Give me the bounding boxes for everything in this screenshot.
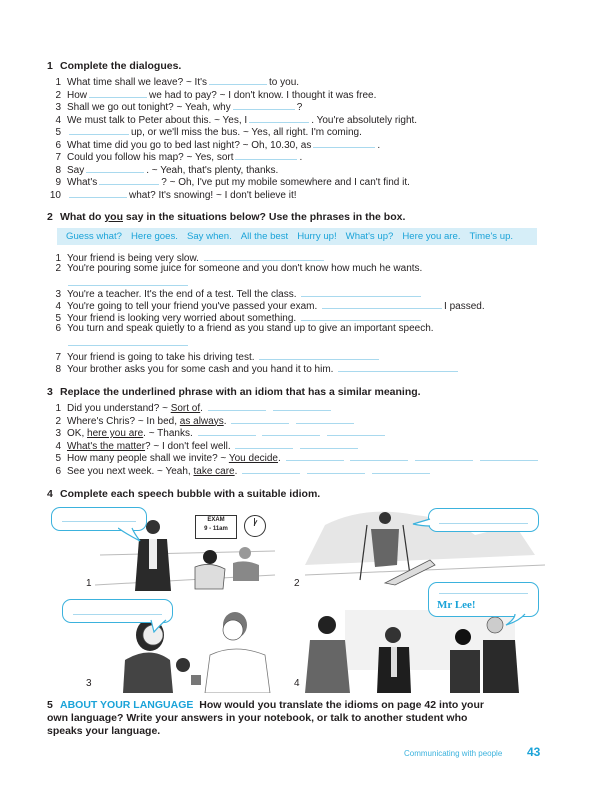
- item-text-after: what? It's snowing! ~ I don't believe it!: [129, 189, 297, 201]
- item-text-after: . ~ Yeah, that's plenty, thanks.: [146, 164, 279, 176]
- answer-blank[interactable]: [242, 464, 300, 474]
- page-number: 43: [527, 745, 541, 759]
- answer-blank[interactable]: [68, 345, 188, 346]
- item-number: 5: [55, 453, 61, 464]
- item-text-before: Where's Chris? ~ In bed,: [67, 415, 180, 427]
- item-number: 1: [55, 403, 61, 414]
- item-number: 1: [55, 77, 61, 88]
- item-text: You're a teacher. It's the end of a test. Tell the class.: [67, 289, 297, 300]
- answer-blank[interactable]: [301, 287, 421, 297]
- item-text-before: How: [67, 89, 88, 101]
- item-text-after: .: [200, 403, 203, 414]
- replace-item: [47, 464, 432, 478]
- speech-bubble-4-tail: [505, 613, 527, 627]
- item-number: 3: [55, 428, 61, 439]
- phrase-option: Here goes.: [131, 231, 178, 242]
- item-text: Your friend is going to take his driving test.: [67, 352, 255, 363]
- item-number: 10: [49, 189, 61, 201]
- answer-blank[interactable]: [209, 75, 267, 85]
- phrase-option: Guess what?: [66, 231, 122, 242]
- answer-blank[interactable]: [235, 150, 297, 160]
- item-text-before: OK,: [67, 428, 88, 439]
- item-text-before: Could you follow his map? ~ Yes, sort: [67, 152, 234, 163]
- picture-business-toast: [305, 605, 525, 693]
- item-number: 4: [55, 301, 61, 312]
- item-text: You're pouring some juice for someone and you don't know how much he wants.: [67, 263, 423, 274]
- answer-blank[interactable]: [262, 426, 320, 436]
- item-text-after: .: [377, 139, 381, 151]
- item-text: Your brother asks you for some cash and you hand it to him.: [67, 364, 334, 375]
- answer-blank[interactable]: [99, 175, 159, 185]
- item-number: 2: [55, 89, 61, 101]
- item-text-after: .: [234, 465, 238, 477]
- dialogue-item: [47, 188, 297, 202]
- answer-blank[interactable]: [249, 113, 309, 123]
- answer-blank[interactable]: [313, 138, 375, 148]
- exam-sign: EXAM 9 - 11am: [195, 515, 237, 539]
- underlined-phrase: You decide: [228, 453, 278, 464]
- situation-item: [47, 362, 460, 376]
- underlined-phrase: Sort of: [170, 403, 201, 414]
- situation-item: [47, 263, 422, 275]
- item-number: 7: [55, 352, 61, 363]
- item-text: You're going to tell your friend you've passed your exam.: [67, 301, 318, 312]
- answer-blank[interactable]: [301, 311, 421, 321]
- section-title: Communicating with people: [404, 749, 503, 758]
- item-text-after: I passed.: [444, 301, 485, 312]
- answer-blank[interactable]: [286, 451, 344, 461]
- underlined-phrase: What's the matter: [67, 440, 146, 452]
- item-text-after: to you.: [269, 77, 300, 88]
- item-number: 6: [55, 323, 61, 334]
- item-number: 6: [55, 139, 61, 151]
- picture-1-label: 1: [86, 578, 92, 589]
- item-text-after: up, or we'll miss the bus. ~ Yes, all right. I'm coming.: [131, 127, 362, 138]
- answer-blank[interactable]: [208, 401, 266, 411]
- answer-blank[interactable]: [231, 414, 289, 424]
- phrase-option: Here you are.: [402, 231, 461, 242]
- picture-3-label: 3: [86, 678, 92, 689]
- item-text-before: See you next week. ~ Yeah,: [67, 465, 194, 477]
- item-number: 3: [55, 102, 61, 113]
- phrase-option: Say when.: [186, 231, 232, 242]
- exercise-2-heading: 2 What do you say in the situations below? Use the phrases in the box.: [47, 211, 406, 223]
- phrase-option: What's up?: [345, 231, 394, 242]
- answer-blank[interactable]: [273, 401, 331, 411]
- item-text-after: ? ~ I don't feel well.: [145, 440, 231, 452]
- item-text: You turn and speak quietly to a friend as you stand up to give an important speech.: [67, 323, 434, 334]
- item-number: 4: [55, 440, 61, 452]
- item-text-before: How many people shall we invite? ~: [67, 453, 229, 464]
- item-number: 8: [55, 364, 61, 375]
- item-number: 5: [55, 127, 61, 138]
- speech-bubble-1-tail: [118, 527, 143, 543]
- item-number: 8: [55, 164, 61, 176]
- situation-item: [47, 323, 434, 335]
- answer-blank[interactable]: [198, 426, 256, 436]
- answer-blank[interactable]: [415, 451, 473, 461]
- picture-2-label: 2: [294, 578, 300, 589]
- item-number: 4: [55, 114, 61, 126]
- item-text-before: What time shall we leave? ~ It's: [67, 77, 208, 88]
- speech-bubble-3-tail: [150, 619, 168, 633]
- item-text-before: Say: [67, 164, 85, 176]
- answer-blank[interactable]: [480, 451, 538, 461]
- speech-bubble-4-text: Mr Lee!: [437, 599, 476, 611]
- answer-blank[interactable]: [296, 414, 354, 424]
- item-number: 6: [55, 465, 61, 477]
- item-number: 3: [55, 289, 61, 300]
- answer-blank[interactable]: [235, 439, 293, 449]
- speech-bubble-2-tail: [412, 518, 432, 528]
- answer-blank[interactable]: [204, 251, 324, 261]
- item-text-after: . ~ Thanks.: [143, 428, 193, 439]
- item-text-before: Did you understand? ~: [67, 403, 171, 414]
- phrase-option: Hurry up!: [297, 231, 337, 242]
- answer-blank[interactable]: [69, 188, 127, 198]
- answer-blank[interactable]: [89, 88, 147, 98]
- item-text-after: ?: [296, 102, 303, 113]
- item-text: Your friend is looking very worried about something.: [67, 313, 297, 324]
- exercise-3-heading: 3 Replace the underlined phrase with an idiom that has a similar meaning.: [47, 386, 421, 398]
- answer-blank[interactable]: [372, 464, 430, 474]
- item-number: 2: [55, 263, 61, 274]
- picture-4-label: 4: [294, 678, 300, 689]
- answer-blank[interactable]: [307, 464, 365, 474]
- answer-blank[interactable]: [322, 299, 442, 309]
- item-text-after: .: [223, 415, 227, 427]
- item-number: 9: [55, 177, 61, 188]
- speech-bubble-2[interactable]: [428, 508, 539, 532]
- answer-blank[interactable]: [86, 163, 144, 173]
- item-text: Your friend is being very slow.: [67, 253, 199, 264]
- item-number: 5: [55, 313, 61, 324]
- answer-blank[interactable]: [233, 100, 295, 110]
- speech-bubble-4[interactable]: [428, 582, 539, 617]
- answer-blank[interactable]: [300, 439, 358, 449]
- item-text-after: ? ~ Oh, I've put my mobile somewhere and I can't find it.: [161, 177, 410, 188]
- underlined-phrase: here you are: [87, 428, 144, 439]
- item-text-after: we had to pay? ~ I don't know. I thought it was free.: [149, 89, 377, 101]
- answer-blank[interactable]: [68, 285, 188, 286]
- answer-blank[interactable]: [338, 362, 458, 372]
- underlined-phrase: as always: [179, 415, 224, 427]
- exercise-4-heading: 4 Complete each speech bubble with a suitable idiom.: [47, 488, 321, 500]
- about-your-language-heading: ABOUT YOUR LANGUAGE: [60, 699, 194, 711]
- clock-icon: [244, 515, 266, 537]
- item-text-before: What's: [67, 177, 98, 188]
- item-text-before: We must talk to Peter about this. ~ Yes, I: [67, 114, 248, 126]
- answer-blank[interactable]: [69, 125, 129, 135]
- item-number: 7: [55, 152, 61, 163]
- exercise-1-heading: 1 Complete the dialogues.: [47, 60, 182, 72]
- answer-blank[interactable]: [327, 426, 385, 436]
- underlined-phrase: take care: [193, 465, 235, 477]
- item-text-before: What time did you go to bed last night? ~ Oh, 10.30, as: [67, 139, 312, 151]
- item-text-after: .: [277, 453, 281, 464]
- phrase-box: [57, 228, 537, 245]
- item-text-after: .: [299, 152, 303, 163]
- phrase-option: Time's up.: [469, 231, 514, 242]
- item-text-before: Shall we go out tonight? ~ Yeah, why: [67, 102, 231, 113]
- item-number: 1: [55, 253, 61, 264]
- item-text-after: . You're absolutely right.: [311, 114, 418, 126]
- item-number: 2: [55, 415, 61, 427]
- exercise-5: 5 ABOUT YOUR LANGUAGE How would you translate the idioms on page 42 into your own language? Write your answers in your notebook, or talk to another student who speaks your language.: [47, 699, 484, 737]
- phrase-option: All the best: [240, 231, 289, 242]
- answer-blank[interactable]: [259, 350, 379, 360]
- answer-blank[interactable]: [350, 451, 408, 461]
